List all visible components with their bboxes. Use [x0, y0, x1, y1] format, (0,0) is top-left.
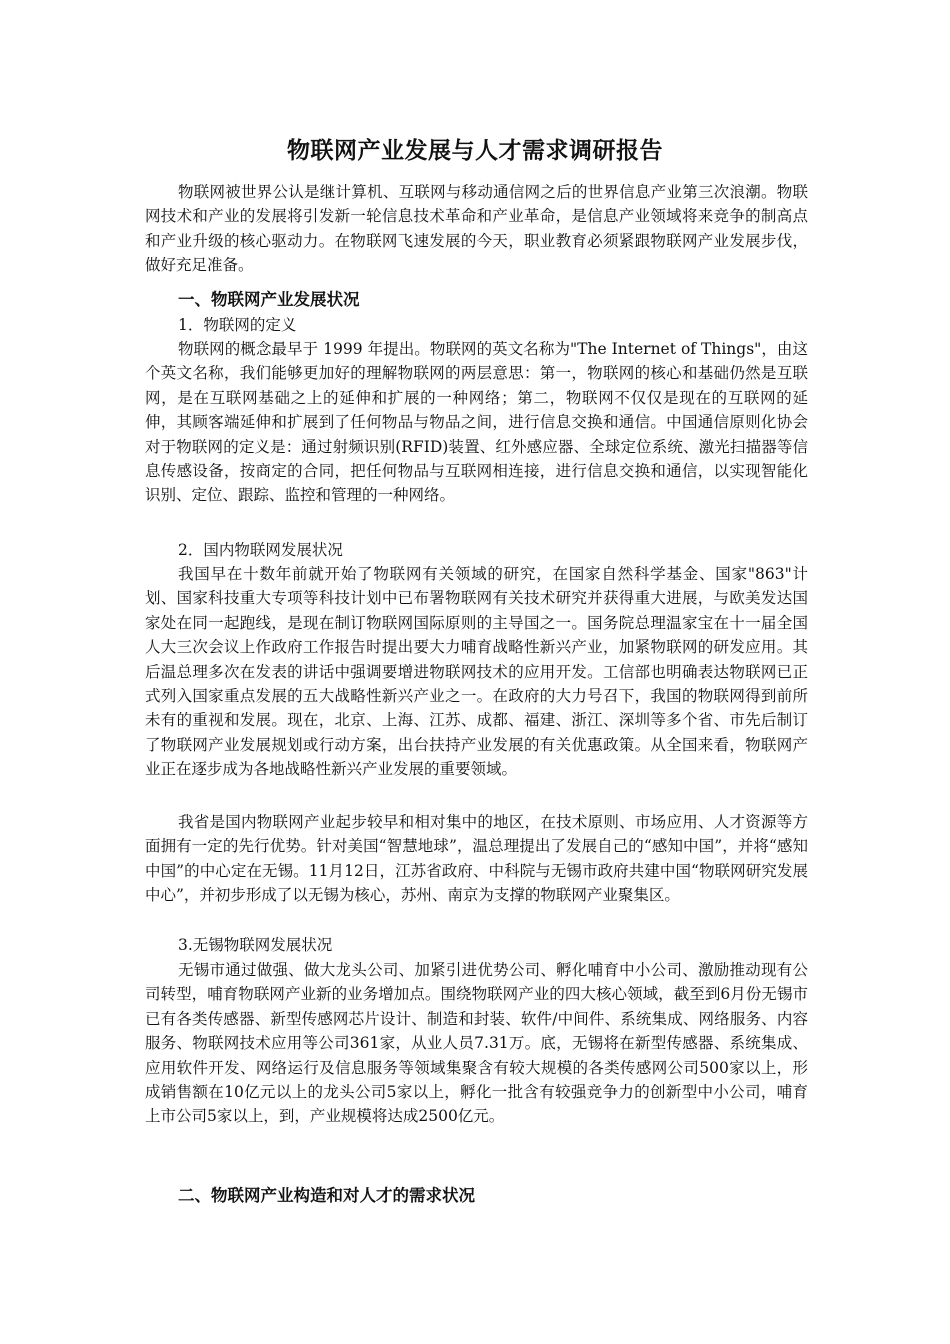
- province-status-paragraph: 我省是国内物联网产业起步较早和相对集中的地区，在技术原则、市场应用、人才资源等方面拥有一定的先行优势。针对美国“智慧地球”，温总理提出了发展自己的“感知中国”，并将“感知中国”的中心定在无锡。11月12日，江苏省政府、中科院与无锡市政府共建中国“物联网研究发展中心”，并初步形成了以无锡为核心，苏州、南京为支撑的物联网产业聚集区。: [145, 813, 808, 905]
- subsection-2-heading: 2．国内物联网发展状况: [178, 541, 343, 559]
- subsection-1-heading: 1．物联网的定义: [178, 316, 297, 334]
- section-1-heading: 一、物联网产业发展状况: [178, 290, 360, 309]
- domestic-status-paragraph: 我国早在十数年前就开始了物联网有关领域的研究，在国家自然科学基金、国家"863"计划、国家科技重大专项等科技计划中已布署物联网有关技术研究并获得重大进展，与欧美发达国家处在同一起跑线，是现在制订物联网国际原则的主导国之一。国务院总理温家宝在十一届全国人大三次会议上作政府工作报告时提出要大力哺育战略性新兴产业，加紧物联网的研发应用。其后温总理多次在发表的讲话中强调要增进物联网技术的应用开发。工信部也明确表达物联网已正式列入国家重点发展的五大战略性新兴产业之一。在政府的大力号召下，我国的物联网得到前所未有的重视和发展。现在，北京、上海、江苏、成都、福建、浙江、深圳等多个省、市先后制订了物联网产业发展规划或行动方案，出台扶持产业发展的有关优惠政策。从全国来看，物联网产业正在逐步成为各地战略性新兴产业发展的重要领域。: [145, 565, 808, 779]
- definition-paragraph: 物联网的概念最早于 1999 年提出。物联网的英文名称为"The Internet of Things"，由这个英文名称，我们能够更加好的理解物联网的两层意思：第一，物联网的核心和基础仍然是互联网，是在互联网基础之上的延伸和扩展的一种网络；第二，物联网不仅仅是现在的互联网的延伸，其顾客端延伸和扩展到了任何物品与物品之间，进行信息交换和通信。中国通信原则化协会对于物联网的定义是：通过射频识别(RFID)装置、红外感应器、全球定位系统、激光扫描器等信息传感设备，按商定的合同，把任何物品与互联网相连接，进行信息交换和通信，以实现智能化识别、定位、跟踪、监控和管理的一种网络。: [145, 340, 808, 505]
- subsection-3-heading: 3.无锡物联网发展状况: [178, 936, 333, 954]
- section-2-heading: 二、物联网产业构造和对人才的需求状况: [178, 1186, 475, 1205]
- document-title: 物联网产业发展与人才需求调研报告: [287, 138, 663, 164]
- wuxi-status-paragraph: 无锡市通过做强、做大龙头公司、加紧引进优势公司、孵化哺育中小公司、激励推动现有公司转型，哺育物联网产业新的业务增加点。围绕物联网产业的四大核心领域，截至到6月份无锡市已有各类传感器、新型传感网芯片设计、制造和封装、软件/中间件、系统集成、网络服务、内容服务、物联网技术应用等公司361家，从业人员7.31万。底，无锡将在新型传感器、系统集成、应用软件开发、网络运行及信息服务等领域集聚含有较大规模的各类传感网公司500家以上，形成销售额在10亿元以上的龙头公司5家以上，孵化一批含有较强竞争力的创新型中小公司，哺育上市公司5家以上，到，产业规模将达成2500亿元。: [145, 961, 808, 1126]
- intro-paragraph: 物联网被世界公认是继计算机、互联网与移动通信网之后的世界信息产业第三次浪潮。物联网技术和产业的发展将引发新一轮信息技术革命和产业革命，是信息产业领域将来竞争的制高点和产业升级的核心驱动力。在物联网飞速发展的今天，职业教育必须紧跟物联网产业发展步伐，做好充足准备。: [145, 183, 808, 275]
